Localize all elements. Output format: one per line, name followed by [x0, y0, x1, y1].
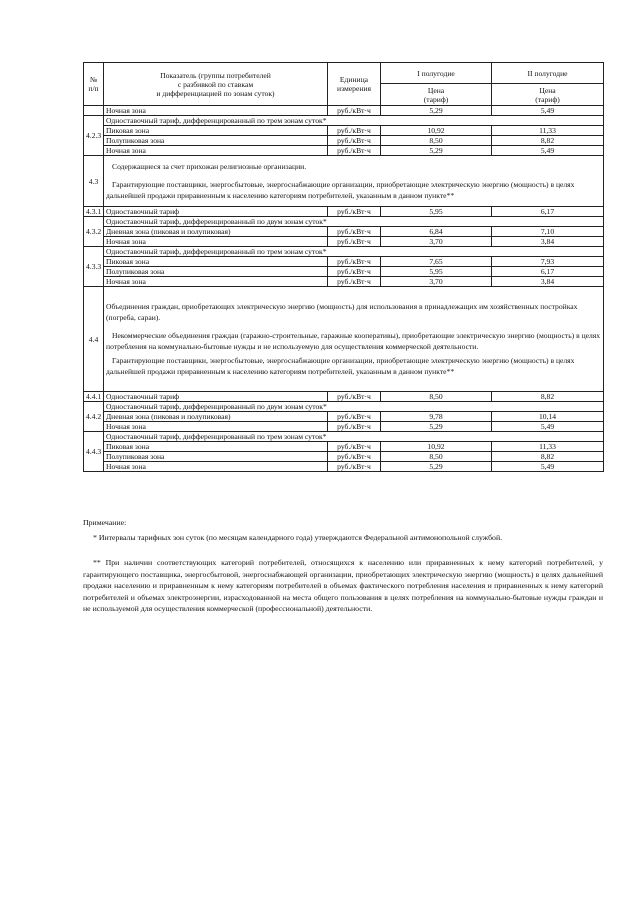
section-title-row: [84, 217, 604, 227]
description-paragraph: Гарантирующие поставщики, энергосбытовые, энергоснабжающие организации, приобретающие электрическую энергию (мощность) в целях дальнейшей продажи приравненным к населению категориям потребителей, указанным в данном пункте**: [106, 356, 575, 376]
row-name: Одноставочный тариф: [104, 392, 328, 402]
row-price-1: 5,95: [381, 267, 492, 277]
notes-title: Примечание:: [83, 518, 127, 527]
table-row: [84, 146, 604, 156]
row-price-2: 8,82: [492, 452, 604, 462]
row-name: Ночная зона: [104, 237, 328, 247]
row-price-2: 6,17: [492, 207, 604, 217]
row-name: Одноставочный тариф: [104, 207, 328, 217]
header-unit: Единица измерения: [328, 63, 381, 106]
row-price-1: 8,50: [381, 392, 492, 402]
section-title: Одноставочный тариф, дифференцированный по трем зонам суток*: [104, 247, 604, 257]
row-price-2: 3,84: [492, 277, 604, 287]
row-name: Ночная зона: [104, 146, 328, 156]
row-name: Ночная зона: [104, 277, 328, 287]
row-price-1: 8,50: [381, 452, 492, 462]
row-price-1: 8,50: [381, 136, 492, 146]
row-price-1: 5,29: [381, 146, 492, 156]
table-row: [84, 422, 604, 432]
row-price-2: 11,33: [492, 442, 604, 452]
row-price-2: 5,49: [492, 106, 604, 116]
row-name: Дневная зона (пиковая и полупиковая): [104, 412, 328, 422]
section-title-row: [84, 247, 604, 257]
notes-section: [83, 517, 603, 615]
row-name: Пиковая зона: [104, 257, 328, 267]
row-unit: руб./кВт·ч: [328, 392, 381, 402]
table-row: [84, 207, 604, 217]
header-num: № п/п: [84, 63, 104, 106]
table-row: [84, 136, 604, 146]
row-price-2: 10,14: [492, 412, 604, 422]
row-price-1: 5,29: [381, 462, 492, 472]
section-title: Одноставочный тариф, дифференцированный по двум зонам суток*: [104, 217, 604, 227]
header-indicator: Показатель (группы потребителей с разбивкой по ставкам и дифференциацией по зонам суток): [104, 63, 328, 106]
row-unit: руб./кВт·ч: [328, 237, 381, 247]
row-name: Пиковая зона: [104, 126, 328, 136]
row-unit: руб./кВт·ч: [328, 106, 381, 116]
row-price-1: 3,70: [381, 237, 492, 247]
table-row: [84, 412, 604, 422]
table-row: [84, 442, 604, 452]
table-row: [84, 106, 604, 116]
row-unit: руб./кВт·ч: [328, 442, 381, 452]
table-header-row: [84, 63, 604, 84]
section-title-row: [84, 402, 604, 412]
row-price-1: 10,92: [381, 126, 492, 136]
table-row: [84, 452, 604, 462]
tariff-table: [83, 62, 604, 472]
row-name: Ночная зона: [104, 462, 328, 472]
row-unit: руб./кВт·ч: [328, 452, 381, 462]
row-price-2: 6,17: [492, 267, 604, 277]
row-unit: руб./кВт·ч: [328, 146, 381, 156]
row-price-1: 5,95: [381, 207, 492, 217]
row-unit: руб./кВт·ч: [328, 136, 381, 146]
table-row: [84, 237, 604, 247]
table-row: [84, 392, 604, 402]
table-row: [84, 126, 604, 136]
footnote-1: * Интервалы тарифных зон суток (по месяцам календарного года) утверждаются Федеральной антимонопольной службой.: [93, 532, 503, 542]
row-name: Ночная зона: [104, 106, 328, 116]
row-price-2: 7,93: [492, 257, 604, 267]
row-price-2: 3,84: [492, 237, 604, 247]
row-name: Дневная зона (пиковая и полупиковая): [104, 227, 328, 237]
section-title-row: [84, 432, 604, 442]
row-unit: руб./кВт·ч: [328, 267, 381, 277]
row-unit: руб./кВт·ч: [328, 207, 381, 217]
section-description: [104, 287, 604, 392]
table-row: [84, 257, 604, 267]
header-period-1: I полугодие: [381, 63, 492, 84]
description-paragraph: Гарантирующие поставщики, энергосбытовые, энергоснабжающие организации, приобретающие электрическую энергию (мощность) в целях дальнейшей продажи приравненным к населению категориям потребителей, указанным в данном пункте**: [106, 180, 575, 200]
section-description-row: [84, 287, 604, 392]
row-unit: руб./кВт·ч: [328, 412, 381, 422]
header-period-2: II полугодие: [492, 63, 604, 84]
row-name: Полупиковая зона: [104, 267, 328, 277]
section-num: 4.4.2: [84, 402, 104, 432]
row-unit: руб./кВт·ч: [328, 126, 381, 136]
row-price-2: 8,82: [492, 392, 604, 402]
section-description: [104, 156, 604, 207]
row-unit: руб./кВт·ч: [328, 227, 381, 237]
row-price-1: 6,84: [381, 227, 492, 237]
description-paragraph: Объединения граждан, приобретающих электрическую энергию (мощность) для использования в принадлежащих им хозяйственных постройках (погреба, сараи).: [106, 302, 578, 322]
section-title: Одноставочный тариф, дифференцированный по двум зонам суток*: [104, 402, 604, 412]
section-num: 4.2.3: [84, 116, 104, 156]
section-num: 4.3.1: [84, 207, 104, 217]
row-name: Пиковая зона: [104, 442, 328, 452]
header-price-1: Цена (тариф): [381, 84, 492, 106]
header-price-2: Цена (тариф): [492, 84, 604, 106]
section-description-row: [84, 156, 604, 207]
table-row: [84, 227, 604, 237]
description-paragraph: Содержащиеся за счет прихожан религиозные организации.: [112, 162, 307, 171]
row-price-1: 9,78: [381, 412, 492, 422]
section-num: 4.3.3: [84, 247, 104, 287]
row-price-2: 5,49: [492, 422, 604, 432]
row-price-2: 7,10: [492, 227, 604, 237]
num-cell: [84, 106, 104, 116]
row-name: Ночная зона: [104, 422, 328, 432]
table-row: [84, 277, 604, 287]
section-num: 4.3: [84, 156, 104, 207]
section-num: 4.4.1: [84, 392, 104, 402]
row-price-1: 5,29: [381, 106, 492, 116]
section-num: 4.3.2: [84, 217, 104, 247]
row-unit: руб./кВт·ч: [328, 277, 381, 287]
row-price-2: 11,33: [492, 126, 604, 136]
row-price-1: 3,70: [381, 277, 492, 287]
section-num: 4.4: [84, 287, 104, 392]
row-price-2: 5,49: [492, 462, 604, 472]
row-unit: руб./кВт·ч: [328, 462, 381, 472]
row-unit: руб./кВт·ч: [328, 257, 381, 267]
row-price-1: 5,29: [381, 422, 492, 432]
section-num: 4.4.3: [84, 432, 104, 472]
row-price-1: 10,92: [381, 442, 492, 452]
row-price-2: 5,49: [492, 146, 604, 156]
section-title: Одноставочный тариф, дифференцированный по трем зонам суток*: [104, 116, 604, 126]
footnote-2: ** При наличии соответствующих категорий потребителей, относящихся к населению или приравненных к нему категорий потребителей, у гарантирующего поставщика, энергосбытовой, энергоснабжающей организации, приобретающих электрическую энергию (мощность) в целях дальнейшей продажи населению и приравненным к нему категориям потребителей в объемах фактического потребления населения и приравненных к нему категорий потребителей и объемах электроэнергии, израсходованной на места общего пользования в целях потребления на коммунально-бытовые нужды граждан и не используемой для осуществления коммерческой (профессиональной) деятельности.: [83, 558, 603, 613]
row-unit: руб./кВт·ч: [328, 422, 381, 432]
row-price-1: 7,65: [381, 257, 492, 267]
table-row: [84, 267, 604, 277]
description-paragraph: Некоммерческие объединения граждан (гаражно-строительные, гаражные кооперативы), приобретающие электрическую энергию (мощность) в целях потребления на коммунально-бытовые нужды и не используемую для осуществления коммерческой деятельности.: [106, 331, 601, 351]
section-title: Одноставочный тариф, дифференцированный по трем зонам суток*: [104, 432, 604, 442]
section-title-row: [84, 116, 604, 126]
row-price-2: 8,82: [492, 136, 604, 146]
row-name: Полупиковая зона: [104, 136, 328, 146]
table-row: [84, 462, 604, 472]
row-name: Полупиковая зона: [104, 452, 328, 462]
